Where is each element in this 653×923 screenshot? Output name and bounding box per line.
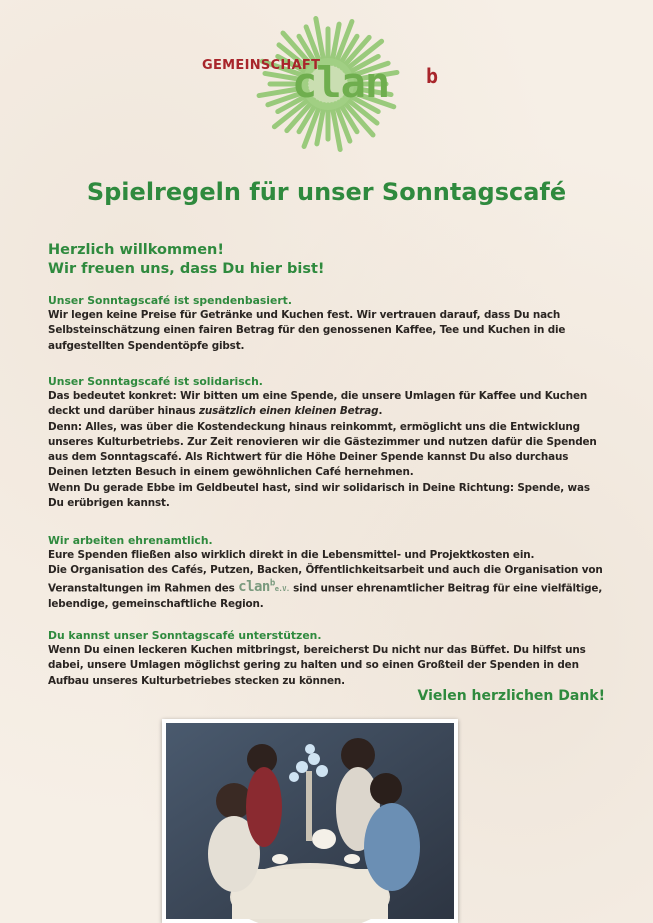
welcome-line-2: Wir freuen uns, dass Du hier bist!: [48, 261, 325, 277]
emphasized-text: zusätzlich einen kleinen Betrag: [199, 405, 379, 418]
inline-logo-name: clan: [238, 579, 270, 596]
section-ehrenamtlich: [48, 533, 608, 612]
vintage-photo: [162, 719, 458, 923]
section-paragraph: Denn: Alles, was über die Kostendeckung hinaus reinkommt, ermöglicht uns die Entwicklung unseres Kulturbetriebs. Zur Zeit renovieren wir die Gästezimmer und nutzen dafür die Spenden aus dem Sonntagscafé. Als Richtwert für die Höhe Deiner Spende kannst Du also durchaus Deinen letzten Besuch in einem gewöhnlichen Café hernehmen.: [48, 420, 597, 479]
section-heading: Unser Sonntagscafé ist spendenbasiert.: [48, 294, 292, 307]
section-paragraph: [48, 563, 608, 612]
clan-logo: [196, 14, 456, 154]
welcome-line-1: Herzlich willkommen!: [48, 242, 224, 258]
section-body: Wir legen keine Preise für Getränke und Kuchen fest. Wir vertrauen darauf, dass Du nach Selbsteinschätzung einen fairen Betrag für den genossenen Kaffee, Tee und Kuchen in die aufgestellten Spendentöpfe gibst.: [48, 309, 566, 352]
thanks-text: Vielen herzlichen Dank!: [417, 688, 605, 704]
paragraph-text: sind unser ehrenamtlicher Beitrag für eine vielfältige, lebendige, gemeinschaftliche Region.: [48, 582, 603, 610]
logo-gemeinschaft-text: GEMEINSCHAFT: [202, 58, 321, 73]
tea-party-photo-icon: [162, 719, 458, 923]
page-title: Spielregeln für unser Sonntagscafé: [86, 178, 567, 206]
inline-clan-logo: [238, 579, 290, 595]
section-paragraph: [48, 389, 608, 420]
paragraph-text: Das bedeutet konkret: Wir bitten um eine Spende, die unsere Umlagen für Kaffee und Kuchen deckt und darüber hinaus: [48, 390, 588, 418]
section-heading: Du kannst unser Sonntagscafé unterstützen.: [48, 629, 322, 642]
section-heading: Wir arbeiten ehrenamtlich.: [48, 534, 213, 547]
section-spendenbasiert: [48, 293, 608, 354]
logo-superscript: b: [426, 64, 439, 88]
section-heading: Unser Sonntagscafé ist solidarisch.: [48, 375, 263, 388]
paragraph-text: Die Organisation des Cafés, Putzen, Backen, Öffentlichkeitsarbeit und auch die Organisation von Veranstaltungen im Rahmen des: [48, 564, 603, 595]
section-unterstuetzen: [48, 628, 608, 689]
logo-clan-text: clan: [292, 58, 390, 107]
paragraph-text: .: [378, 405, 383, 418]
section-paragraph: Wenn Du gerade Ebbe im Geldbeutel hast, sind wir solidarisch in Deine Richtung: Spende, was Du erübrigen kannst.: [48, 481, 590, 510]
section-body: Wenn Du einen leckeren Kuchen mitbringst, bereicherst Du nicht nur das Büffet. Du hilfst uns dabei, unsere Umlagen möglichst gering zu halten und so einen Großteil der Spenden in den Aufbau unseres Kulturbetriebes stecken zu können.: [48, 644, 586, 687]
inline-logo-sup: b: [269, 578, 275, 589]
section-solidarisch: [48, 374, 608, 511]
inline-logo-suffix: e.V.: [274, 585, 290, 594]
welcome-heading: [48, 241, 325, 279]
section-paragraph: Eure Spenden fließen also wirklich direkt in die Lebensmittel- und Projektkosten ein.: [48, 549, 535, 561]
